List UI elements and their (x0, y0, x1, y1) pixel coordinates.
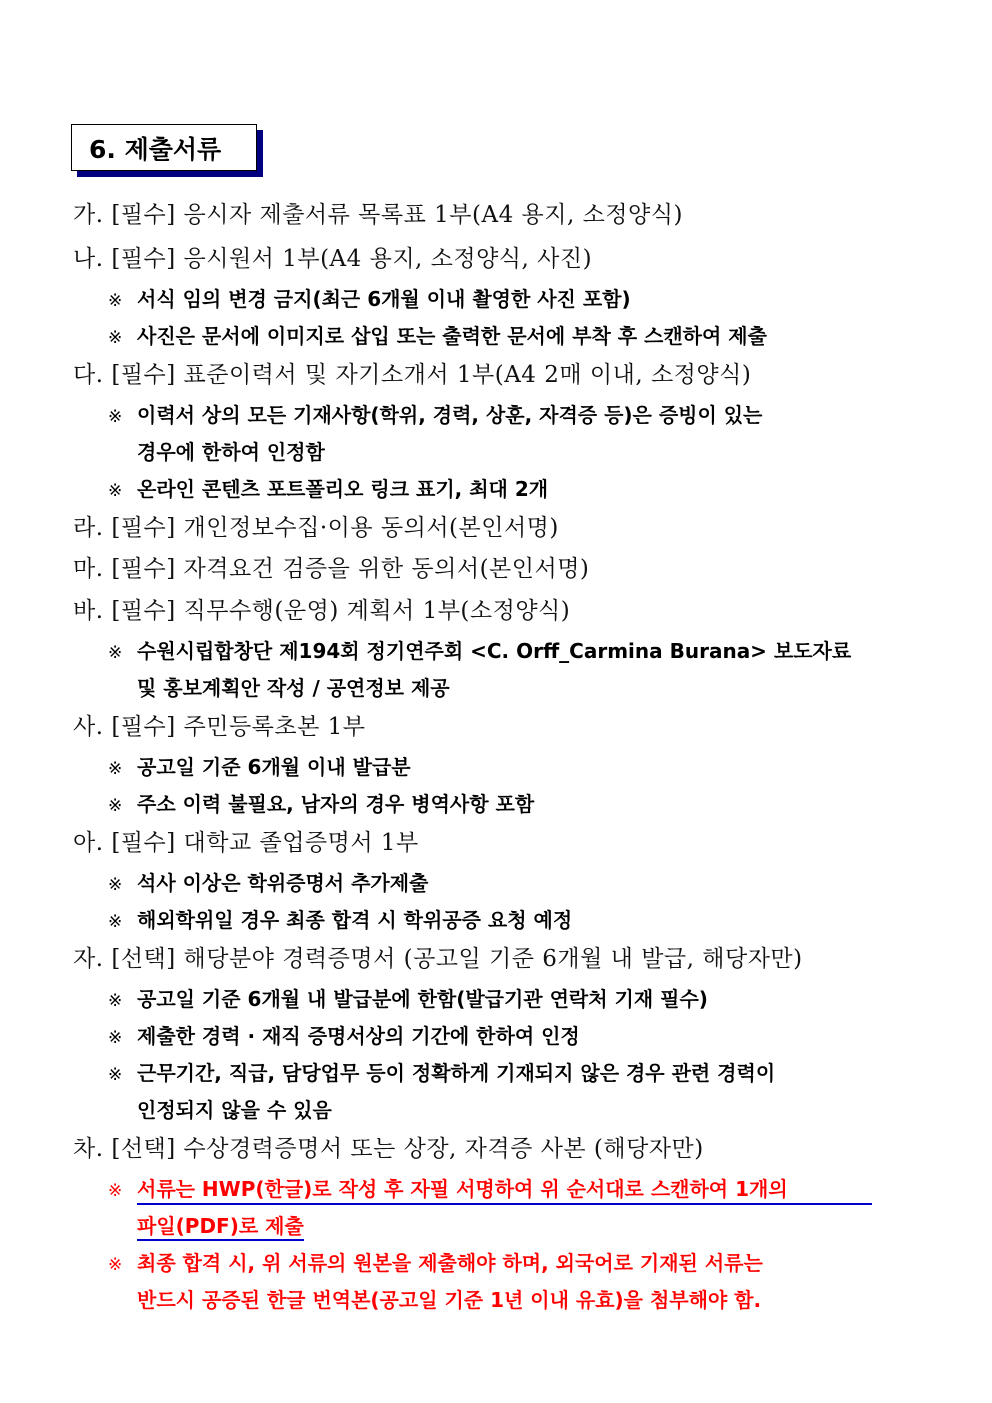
note (108, 320, 767, 349)
note-mark-icon: ※ (108, 1255, 123, 1275)
note-text: 제출한 경력 · 재직 증명서상의 기간에 한하여 인정 (137, 1024, 580, 1048)
note-mark-icon: ※ (108, 407, 123, 427)
section-title: 6. 제출서류 (89, 134, 222, 164)
note-text: 해외학위일 경우 최종 합격 시 학위공증 요청 예정 (137, 908, 573, 932)
note-text: 공고일 기준 6개월 내 발급분에 한함(발급기관 연락처 기재 필수) (137, 987, 708, 1011)
note-mark-icon: ※ (108, 875, 123, 895)
important-note (108, 1173, 872, 1205)
important-note-continuation: 반드시 공증된 한글 번역본(공고일 기준 1년 이내 유효)을 첨부해야 함. (137, 1288, 762, 1312)
item-cha: 차. [선택] 수상경력증명서 또는 상장, 자격증 사본 (해당자만) (73, 1136, 704, 1162)
note (108, 904, 572, 933)
note-mark-icon: ※ (108, 1028, 123, 1048)
important-note (108, 1247, 763, 1276)
note-continuation: 인정되지 않을 수 있음 (137, 1098, 332, 1122)
note-text: 온라인 콘텐츠 포트폴리오 링크 표기, 최대 2개 (137, 477, 549, 501)
note-text: 주소 이력 불필요, 남자의 경우 병역사항 포함 (137, 792, 535, 816)
note (108, 1057, 775, 1086)
note (108, 788, 534, 817)
note-text: 수원시립합창단 제194회 정기연주회 <C. Orff_Carmina Burana> 보도자료 (137, 639, 852, 663)
note-mark-icon: ※ (108, 328, 123, 348)
note-mark-icon: ※ (108, 759, 123, 779)
item-sa: 사. [필수] 주민등록초본 1부 (73, 714, 366, 740)
note (108, 983, 708, 1012)
note (108, 867, 428, 896)
note (108, 1020, 580, 1049)
item-na: 나. [필수] 응시원서 1부(A4 용지, 소정양식, 사진) (73, 246, 593, 272)
note-text: 근무기간, 직급, 담당업무 등이 정확하게 기재되지 않은 경우 관련 경력이 (137, 1061, 776, 1085)
note (108, 473, 548, 502)
note-text: 석사 이상은 학위증명서 추가제출 (137, 871, 429, 895)
item-a: 아. [필수] 대학교 졸업증명서 1부 (73, 830, 419, 856)
note-mark-icon: ※ (108, 481, 123, 501)
item-ba: 바. [필수] 직무수행(운영) 계획서 1부(소정양식) (73, 598, 571, 624)
note-mark-icon: ※ (108, 1181, 123, 1201)
note (108, 399, 762, 428)
note-mark-icon: ※ (108, 291, 123, 311)
section-heading (71, 124, 257, 171)
note (108, 635, 851, 664)
note (108, 751, 411, 780)
important-note-continuation (137, 1210, 304, 1239)
item-ja: 자. [선택] 해당분야 경력증명서 (공고일 기준 6개월 내 발급, 해당자만) (73, 946, 803, 972)
note (108, 283, 631, 312)
item-ma: 마. [필수] 자격요건 검증을 위한 동의서(본인서명) (73, 556, 590, 582)
note-continuation: 및 홍보계획안 작성 / 공연정보 제공 (137, 676, 450, 700)
item-da: 다. [필수] 표준이력서 및 자기소개서 1부(A4 2매 이내, 소정양식) (73, 362, 752, 388)
note-text: 이력서 상의 모든 기재사항(학위, 경력, 상훈, 자격증 등)은 증빙이 있는 (137, 403, 763, 427)
item-ga: 가. [필수] 응시자 제출서류 목록표 1부(A4 용지, 소정양식) (73, 202, 683, 228)
item-ra: 라. [필수] 개인정보수집·이용 동의서(본인서명) (73, 515, 559, 541)
note-mark-icon: ※ (108, 912, 123, 932)
note-mark-icon: ※ (108, 796, 123, 816)
note-mark-icon: ※ (108, 1065, 123, 1085)
note-text: 공고일 기준 6개월 이내 발급분 (137, 755, 411, 779)
important-note-text: 최종 합격 시, 위 서류의 원본을 제출해야 하며, 외국어로 기재된 서류는 (137, 1251, 763, 1275)
note-continuation: 경우에 한하여 인정함 (137, 440, 325, 464)
note-text: 서식 임의 변경 금지(최근 6개월 이내 촬영한 사진 포함) (137, 287, 631, 311)
important-note-text: 파일(PDF)로 제출 (137, 1214, 304, 1241)
note-mark-icon: ※ (108, 991, 123, 1011)
important-note-text: 서류는 HWP(한글)로 작성 후 자필 서명하여 위 순서대로 스캔하여 1개의 (137, 1173, 872, 1205)
note-text: 사진은 문서에 이미지로 삽입 또는 출력한 문서에 부착 후 스캔하여 제출 (137, 324, 767, 348)
note-mark-icon: ※ (108, 643, 123, 663)
heading-box (71, 124, 257, 171)
